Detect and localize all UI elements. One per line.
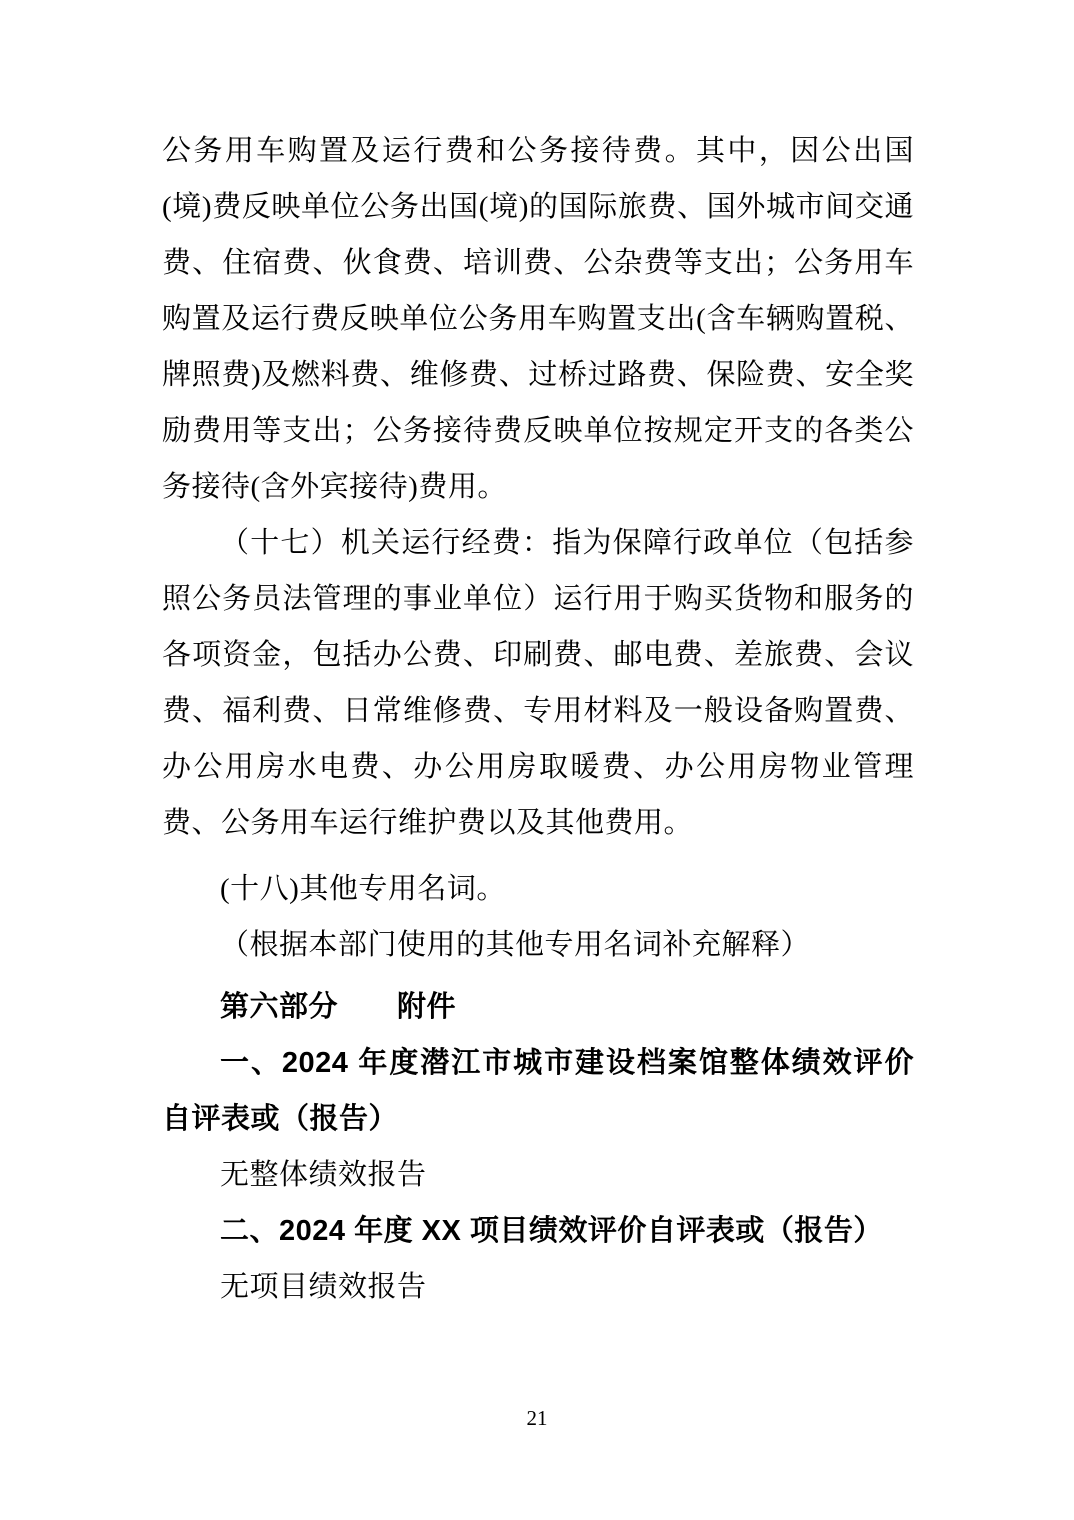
page-content bbox=[162, 123, 914, 1315]
paragraph-no-project-performance-report: 无项目绩效报告 bbox=[220, 1271, 427, 1303]
paragraph-item-eighteen-other-terms: (十八)其他专用名词。 bbox=[220, 873, 506, 905]
heading-attachment-one-overall-performance: 一、2024 年度潜江市城市建设档案馆整体绩效评价自评表或（报告） bbox=[162, 1047, 914, 1135]
heading-attachment-two-project-performance: 二、2024 年度 XX 项目绩效评价自评表或（报告） bbox=[220, 1215, 883, 1247]
paragraph-no-overall-performance-report: 无整体绩效报告 bbox=[220, 1159, 427, 1191]
paragraph-continuation-expense-definitions: 公务用车购置及运行费和公务接待费。其中，因公出国(境)费反映单位公务出国(境)的国际旅费、国外城市间交通费、住宿费、伙食费、培训费、公杂费等支出；公务用车购置及运行费反映单位公务用车购置支出(含车辆购置税、牌照费)及燃料费、维修费、过桥过路费、保险费、安全奖励费用等支出；公务接待费反映单位按规定开支的各类公务接待(含外宾接待)费用。 bbox=[162, 135, 914, 503]
page-number: 21 bbox=[526, 1406, 548, 1430]
paragraph-item-seventeen-agency-operating-funds: （十七）机关运行经费：指为保障行政单位（包括参照公务员法管理的事业单位）运行用于购买货物和服务的各项资金，包括办公费、印刷费、邮电费、差旅费、会议费、福利费、日常维修费、专用材料及一般设备购置费、办公用房水电费、办公用房取暖费、办公用房物业管理费、公务用车运行维护费以及其他费用。 bbox=[162, 527, 914, 839]
paragraph-supplementary-note: （根据本部门使用的其他专用名词补充解释） bbox=[220, 929, 811, 961]
heading-part-six-attachments: 第六部分 附件 bbox=[220, 991, 457, 1023]
